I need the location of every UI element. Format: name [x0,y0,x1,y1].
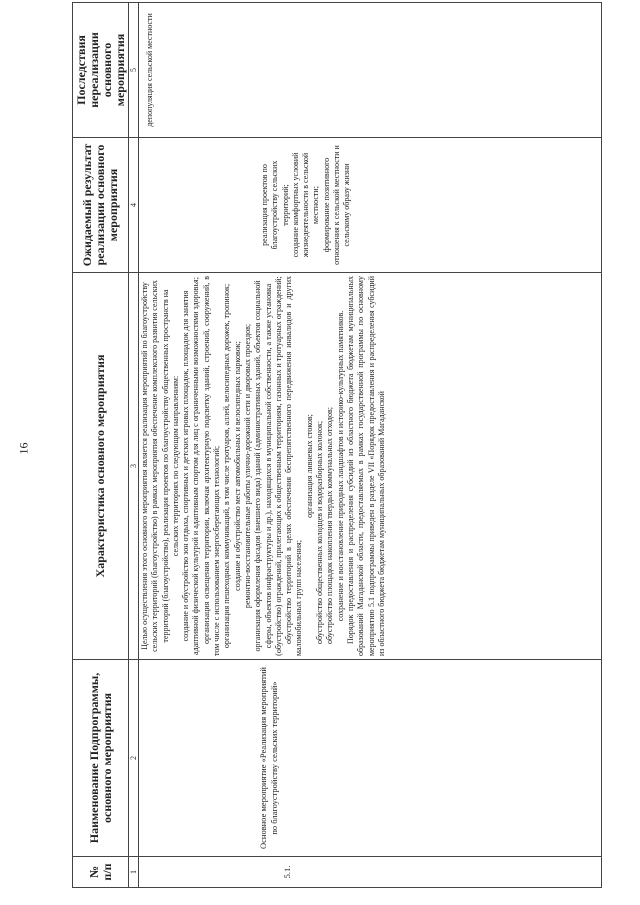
rotated-table-wrapper [72,13,602,888]
row-name-cell [139,660,602,857]
characteristic-paragraph: создание и обустройство мест автомобильных и велосипедных парковок; [232,341,242,591]
characteristic-paragraph: Целью осуществления этого основного мероприятия является реализация мероприятий по благоустройству сельских территорий (благоустройство) в рамках мероприятия обеспечение комплексного развития сельских территорий (благоустройство), реализация проектов по благоустройству общественных пространств на сельских территориях по следующим направлениям: [140,280,180,652]
col-number-1: 1 [129,857,139,888]
page-number: 16 [16,442,31,455]
header-row [73,3,129,888]
col-number-3: 3 [129,273,139,660]
header-characteristics: Характеристика основного мероприятия [73,273,129,660]
row-consequences-cell [139,3,602,138]
header-result: Ожидаемый результат реализации основного мероприятия [73,138,129,273]
expected-result: реализация проектов по благоустройству сельских территорий; [260,160,290,250]
row-id-cell [139,857,602,888]
characteristic-paragraph: обустройство общественных колодцев и водоразборных колонок; [315,420,325,644]
row-name: Основное мероприятие «Реализация мероприятий по благоустройству сельских территорий» [258,667,279,849]
header-num: № п/п [73,857,129,888]
expected-result: формирование позитивного отношения к сельской местности и сельскому образу жизни [321,145,352,265]
column-number-row [129,3,139,888]
characteristic-paragraph: обустройство территорий в целях обеспечения беспрепятственного передвижения инвалидов и других маломобильных групп населения; [284,276,304,656]
characteristic-paragraph: создание и обустройство зон отдыха, спортивных и детских игровых площадок, площадок для занятия адаптивной физической культурой и адаптивным спортом для лиц с ограниченными возможностями здоровья; [181,277,201,655]
characteristic-paragraph: организация пешеходных коммуникаций, в том числе тротуаров, аллей, велосипедных дорожек, тропинок; [222,283,232,649]
col-number-2: 2 [129,660,139,857]
col-number-4: 4 [129,138,139,273]
program-table [72,2,602,888]
characteristic-paragraph: сохранение и восстановление природных ландшафтов и историко-культурных памятников. [335,310,345,622]
col-number-5: 5 [129,3,139,138]
characteristic-paragraph: организация оформления фасадов (внешнего вида) зданий (административных зданий, объектов социальной сферы, объектов инфраструктуры и др.), находящихся в муниципальной собственности, а также установка (обустройство) ограждений, прилегающих к общественным территориям, газонных и тротуарных ограждений; [253,276,283,656]
header-name: Наименование Подпрограммы, основного мероприятия [73,660,129,857]
header-consequences: Последствия нереализации основного мероприятия [73,3,129,138]
expected-result: создание комфортных условий жизнедеятельности в сельской местности; [290,152,321,258]
consequence-text: депопуляция сельской местности [145,13,154,127]
row-characteristics-cell [139,273,602,660]
characteristic-paragraph: организация ливневых стоков; [304,414,314,518]
row-id: 5.1. [282,865,292,879]
row-results-cell [139,138,602,273]
table-row [139,3,602,888]
characteristic-paragraph: Порядок предоставления и распределения субсидий из областного бюджета бюджетам муниципальных образований Магаданской области, предоставляемых в рамках государственной программы по основному мероприятию 5.1 подпрограммы приведен в разделе VII «Порядок предоставления и распределения субсидий из областного бюджета бюджетам муниципальных образований Магаданской [345,276,386,656]
characteristic-paragraph: ремонтно-восстановительные работы улично-дорожной сети и дворовых проездов; [242,323,252,609]
characteristic-paragraph: обустройство площадок накопления твердых коммунальных отходов; [325,407,335,644]
characteristic-paragraph: организация освещения территории, включая архитектурную подсветку зданий, строений, сооружений, в том числе с использованием энергосберегающих технологий; [201,276,222,656]
